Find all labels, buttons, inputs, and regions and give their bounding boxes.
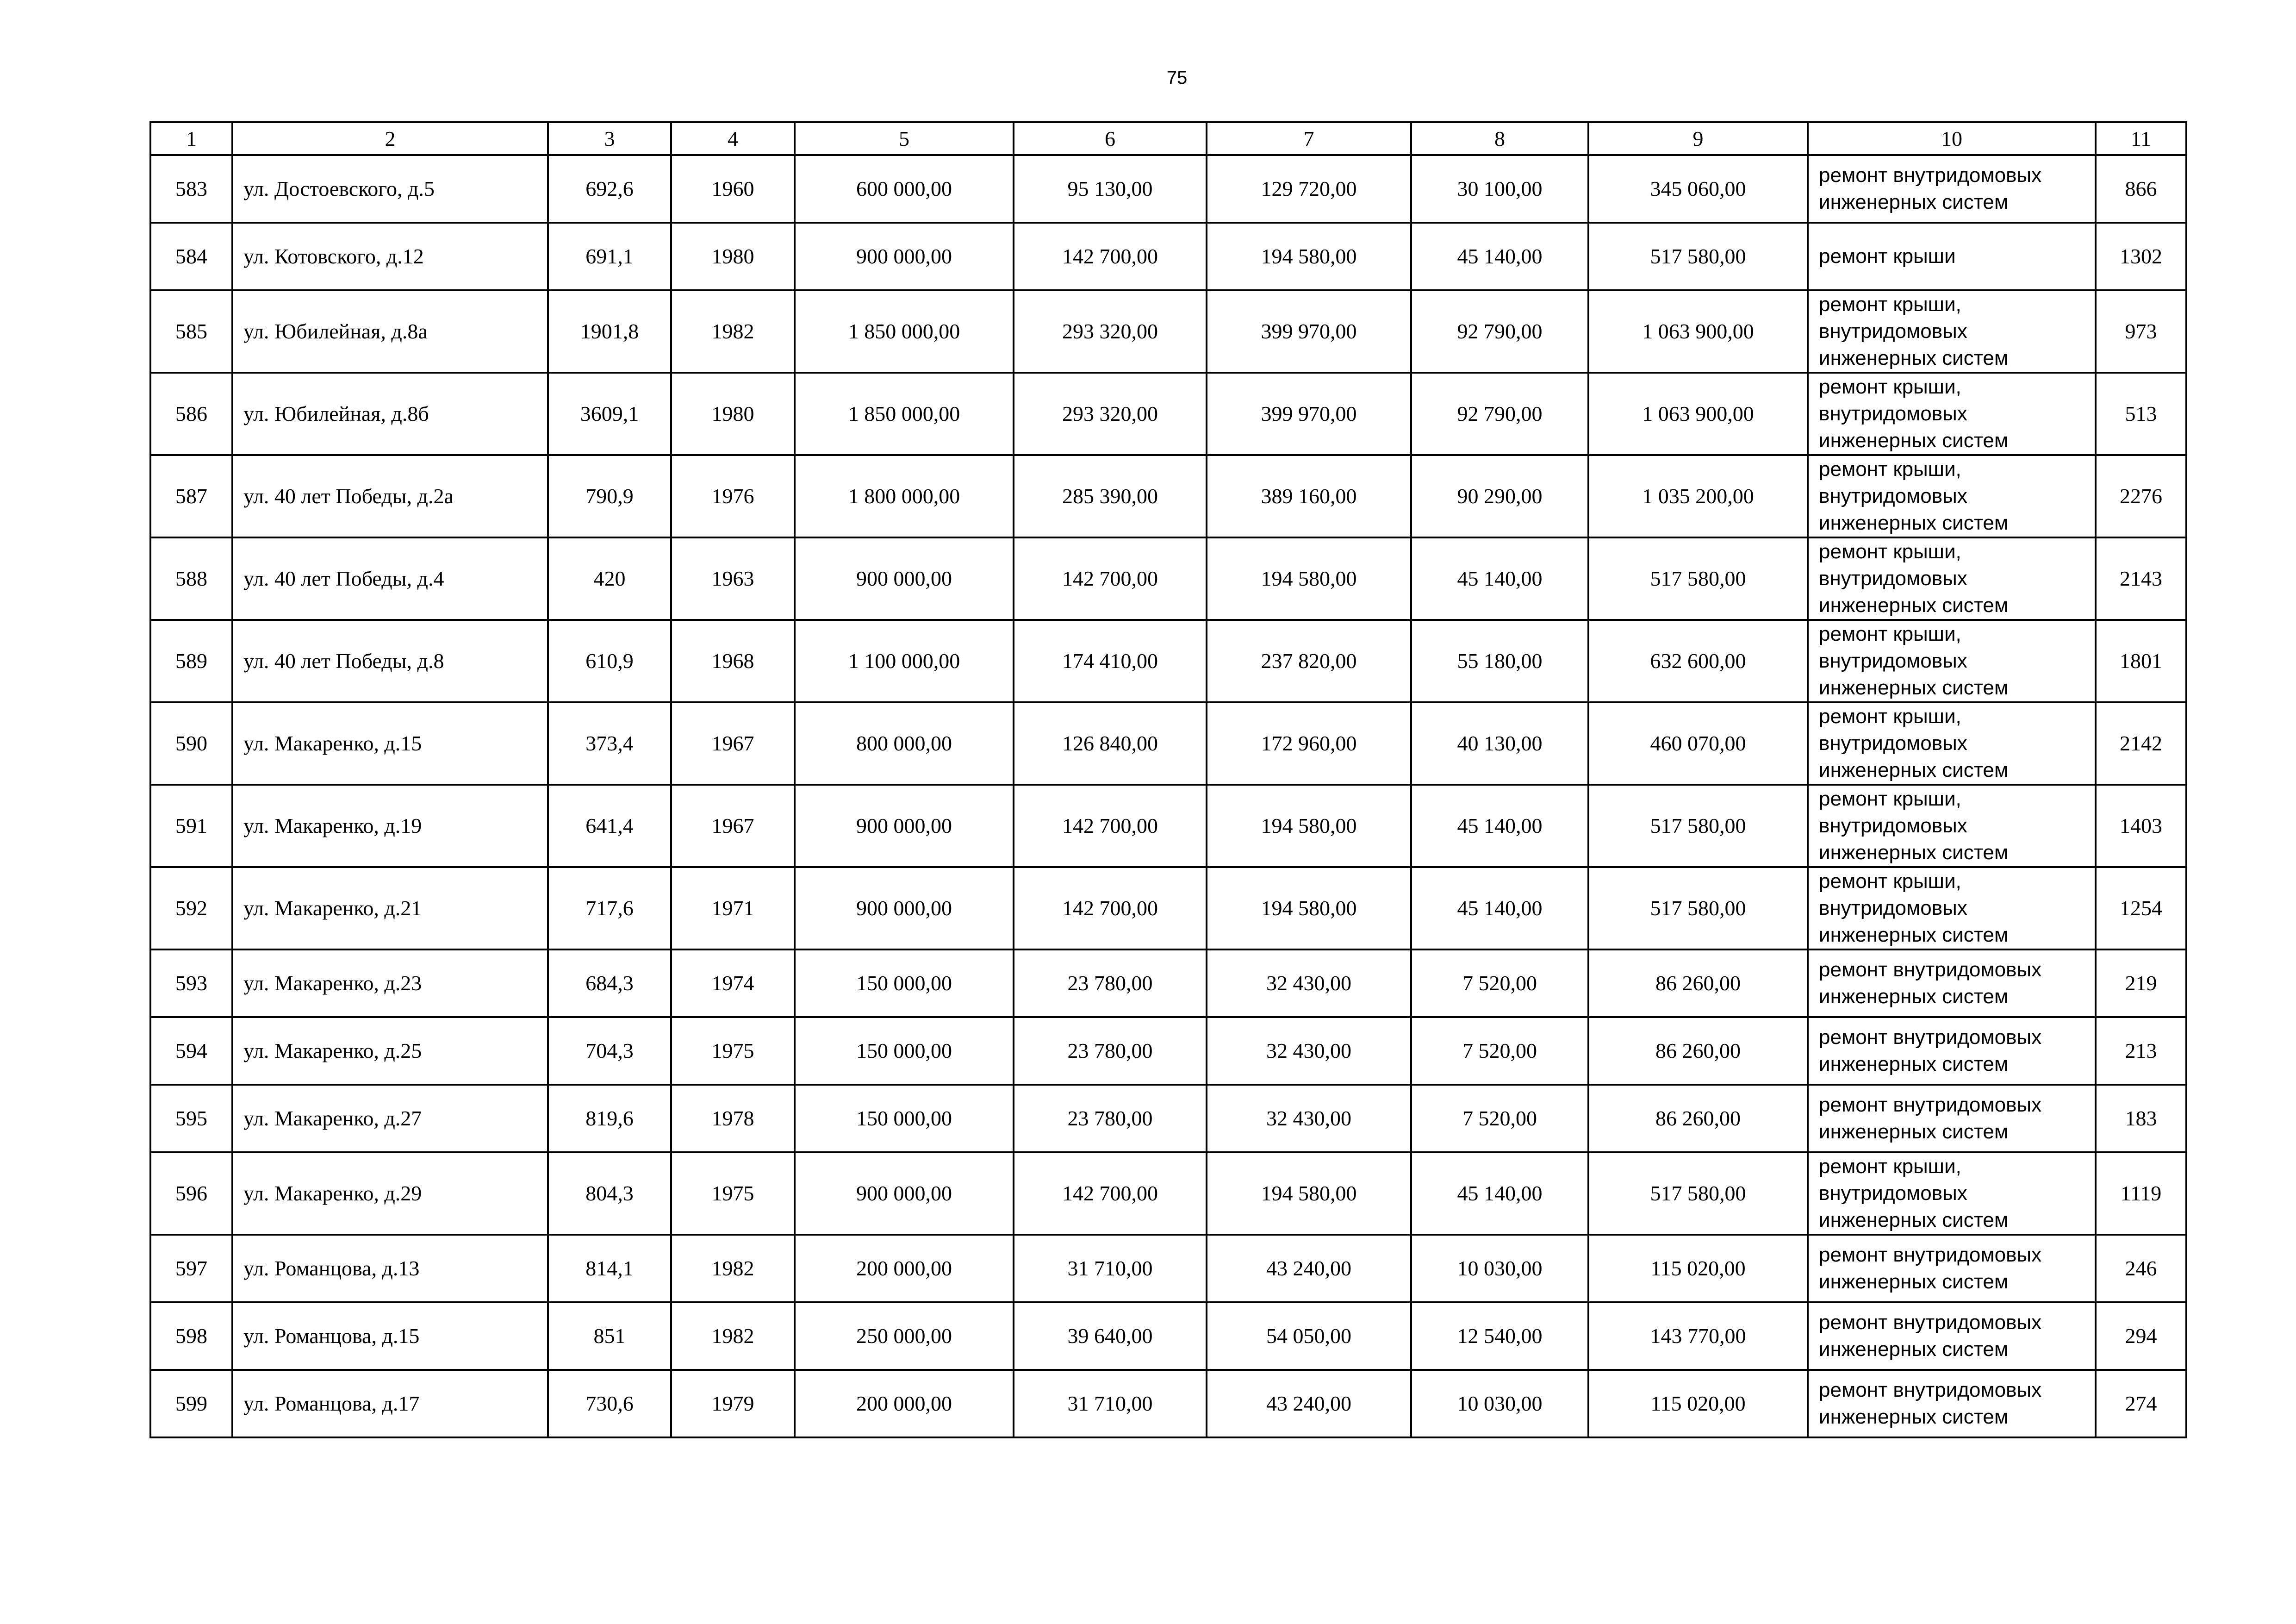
total-cost-cell: 900 000,00 xyxy=(795,1152,1014,1235)
year-cell: 1982 xyxy=(671,290,795,373)
year-cell: 1967 xyxy=(671,785,795,867)
column-header-5: 5 xyxy=(795,122,1014,155)
repair-type-cell: ремонт внутридомовых инженерных систем xyxy=(1808,155,2096,223)
repair-type-cell: ремонт крыши xyxy=(1808,223,2096,290)
cost-col7-cell: 32 430,00 xyxy=(1207,1085,1411,1152)
total-cost-cell: 200 000,00 xyxy=(795,1235,1014,1302)
table-row xyxy=(150,1370,2186,1437)
repair-type-cell: ремонт крыши, внутридомовых инженерных систем xyxy=(1808,785,2096,867)
cost-col8-cell: 7 520,00 xyxy=(1411,1085,1588,1152)
column-header-1: 1 xyxy=(150,122,232,155)
year-cell: 1980 xyxy=(671,373,795,455)
area-cell: 730,6 xyxy=(548,1370,671,1437)
row-number: 588 xyxy=(150,537,232,620)
cost-col7-cell: 389 160,00 xyxy=(1207,455,1411,537)
total-cost-cell: 150 000,00 xyxy=(795,1085,1014,1152)
table-row xyxy=(150,373,2186,455)
cost-col7-cell: 194 580,00 xyxy=(1207,785,1411,867)
area-cell: 717,6 xyxy=(548,867,671,949)
area-cell: 851 xyxy=(548,1302,671,1370)
cost-col6-cell: 142 700,00 xyxy=(1014,785,1207,867)
table-row xyxy=(150,702,2186,785)
cost-col7-cell: 194 580,00 xyxy=(1207,223,1411,290)
col11-cell: 1403 xyxy=(2096,785,2186,867)
housing-repair-table xyxy=(149,121,2187,1438)
table-body xyxy=(150,122,2186,1437)
col11-cell: 2142 xyxy=(2096,702,2186,785)
table-row xyxy=(150,867,2186,949)
cost-col6-cell: 285 390,00 xyxy=(1014,455,1207,537)
address-cell: ул. Романцова, д.13 xyxy=(232,1235,548,1302)
cost-col7-cell: 43 240,00 xyxy=(1207,1370,1411,1437)
col11-cell: 1302 xyxy=(2096,223,2186,290)
row-number: 590 xyxy=(150,702,232,785)
year-cell: 1978 xyxy=(671,1085,795,1152)
year-cell: 1976 xyxy=(671,455,795,537)
cost-col9-cell: 1 063 900,00 xyxy=(1588,290,1808,373)
total-cost-cell: 900 000,00 xyxy=(795,867,1014,949)
table-row xyxy=(150,290,2186,373)
cost-col7-cell: 194 580,00 xyxy=(1207,867,1411,949)
col11-cell: 866 xyxy=(2096,155,2186,223)
cost-col8-cell: 45 140,00 xyxy=(1411,1152,1588,1235)
table-row xyxy=(150,620,2186,702)
col11-cell: 2143 xyxy=(2096,537,2186,620)
cost-col9-cell: 86 260,00 xyxy=(1588,1017,1808,1085)
cost-col6-cell: 23 780,00 xyxy=(1014,1017,1207,1085)
area-cell: 691,1 xyxy=(548,223,671,290)
repair-type-cell: ремонт крыши, внутридомовых инженерных систем xyxy=(1808,867,2096,949)
cost-col8-cell: 45 140,00 xyxy=(1411,785,1588,867)
col11-cell: 274 xyxy=(2096,1370,2186,1437)
cost-col9-cell: 1 035 200,00 xyxy=(1588,455,1808,537)
repair-type-cell: ремонт внутридомовых инженерных систем xyxy=(1808,1017,2096,1085)
column-header-8: 8 xyxy=(1411,122,1588,155)
table-row xyxy=(150,1152,2186,1235)
area-cell: 814,1 xyxy=(548,1235,671,1302)
cost-col9-cell: 632 600,00 xyxy=(1588,620,1808,702)
area-cell: 819,6 xyxy=(548,1085,671,1152)
repair-type-cell: ремонт крыши, внутридомовых инженерных систем xyxy=(1808,290,2096,373)
table-row xyxy=(150,537,2186,620)
cost-col7-cell: 399 970,00 xyxy=(1207,373,1411,455)
address-cell: ул. Макаренко, д.23 xyxy=(232,949,548,1017)
cost-col8-cell: 90 290,00 xyxy=(1411,455,1588,537)
table-row xyxy=(150,155,2186,223)
row-number: 589 xyxy=(150,620,232,702)
column-header-10: 10 xyxy=(1808,122,2096,155)
cost-col8-cell: 45 140,00 xyxy=(1411,867,1588,949)
address-cell: ул. Романцова, д.15 xyxy=(232,1302,548,1370)
repair-type-cell: ремонт крыши, внутридомовых инженерных систем xyxy=(1808,702,2096,785)
cost-col7-cell: 43 240,00 xyxy=(1207,1235,1411,1302)
cost-col8-cell: 45 140,00 xyxy=(1411,223,1588,290)
cost-col7-cell: 32 430,00 xyxy=(1207,949,1411,1017)
address-cell: ул. Достоевского, д.5 xyxy=(232,155,548,223)
repair-type-cell: ремонт внутридомовых инженерных систем xyxy=(1808,1302,2096,1370)
total-cost-cell: 1 800 000,00 xyxy=(795,455,1014,537)
table-row xyxy=(150,949,2186,1017)
area-cell: 692,6 xyxy=(548,155,671,223)
cost-col9-cell: 517 580,00 xyxy=(1588,537,1808,620)
cost-col9-cell: 86 260,00 xyxy=(1588,1085,1808,1152)
total-cost-cell: 150 000,00 xyxy=(795,1017,1014,1085)
column-header-7: 7 xyxy=(1207,122,1411,155)
cost-col8-cell: 7 520,00 xyxy=(1411,949,1588,1017)
table-row xyxy=(150,1302,2186,1370)
total-cost-cell: 200 000,00 xyxy=(795,1370,1014,1437)
cost-col7-cell: 399 970,00 xyxy=(1207,290,1411,373)
area-cell: 1901,8 xyxy=(548,290,671,373)
total-cost-cell: 150 000,00 xyxy=(795,949,1014,1017)
repair-type-cell: ремонт внутридомовых инженерных систем xyxy=(1808,1370,2096,1437)
table-row xyxy=(150,1235,2186,1302)
cost-col9-cell: 86 260,00 xyxy=(1588,949,1808,1017)
address-cell: ул. Макаренко, д.27 xyxy=(232,1085,548,1152)
cost-col6-cell: 126 840,00 xyxy=(1014,702,1207,785)
cost-col8-cell: 55 180,00 xyxy=(1411,620,1588,702)
row-number: 593 xyxy=(150,949,232,1017)
cost-col8-cell: 10 030,00 xyxy=(1411,1235,1588,1302)
cost-col9-cell: 115 020,00 xyxy=(1588,1235,1808,1302)
cost-col9-cell: 517 580,00 xyxy=(1588,223,1808,290)
total-cost-cell: 250 000,00 xyxy=(795,1302,1014,1370)
cost-col8-cell: 92 790,00 xyxy=(1411,373,1588,455)
cost-col6-cell: 31 710,00 xyxy=(1014,1370,1207,1437)
area-cell: 373,4 xyxy=(548,702,671,785)
address-cell: ул. 40 лет Победы, д.2а xyxy=(232,455,548,537)
table-row xyxy=(150,455,2186,537)
total-cost-cell: 900 000,00 xyxy=(795,223,1014,290)
total-cost-cell: 900 000,00 xyxy=(795,537,1014,620)
total-cost-cell: 1 100 000,00 xyxy=(795,620,1014,702)
cost-col8-cell: 92 790,00 xyxy=(1411,290,1588,373)
year-cell: 1974 xyxy=(671,949,795,1017)
cost-col6-cell: 142 700,00 xyxy=(1014,1152,1207,1235)
cost-col6-cell: 31 710,00 xyxy=(1014,1235,1207,1302)
cost-col7-cell: 237 820,00 xyxy=(1207,620,1411,702)
cost-col8-cell: 30 100,00 xyxy=(1411,155,1588,223)
column-header-2: 2 xyxy=(232,122,548,155)
cost-col9-cell: 143 770,00 xyxy=(1588,1302,1808,1370)
address-cell: ул. Макаренко, д.25 xyxy=(232,1017,548,1085)
area-cell: 704,3 xyxy=(548,1017,671,1085)
cost-col6-cell: 23 780,00 xyxy=(1014,949,1207,1017)
col11-cell: 2276 xyxy=(2096,455,2186,537)
cost-col9-cell: 517 580,00 xyxy=(1588,785,1808,867)
repair-type-cell: ремонт внутридомовых инженерных систем xyxy=(1808,1235,2096,1302)
row-number: 586 xyxy=(150,373,232,455)
cost-col9-cell: 517 580,00 xyxy=(1588,1152,1808,1235)
year-cell: 1982 xyxy=(671,1302,795,1370)
cost-col8-cell: 40 130,00 xyxy=(1411,702,1588,785)
table-row xyxy=(150,1017,2186,1085)
address-cell: ул. Юбилейная, д.8а xyxy=(232,290,548,373)
column-header-11: 11 xyxy=(2096,122,2186,155)
address-cell: ул. Котовского, д.12 xyxy=(232,223,548,290)
total-cost-cell: 600 000,00 xyxy=(795,155,1014,223)
cost-col6-cell: 174 410,00 xyxy=(1014,620,1207,702)
address-cell: ул. Макаренко, д.21 xyxy=(232,867,548,949)
row-number: 598 xyxy=(150,1302,232,1370)
address-cell: ул. 40 лет Победы, д.4 xyxy=(232,537,548,620)
address-cell: ул. Юбилейная, д.8б xyxy=(232,373,548,455)
year-cell: 1975 xyxy=(671,1152,795,1235)
column-header-9: 9 xyxy=(1588,122,1808,155)
col11-cell: 1801 xyxy=(2096,620,2186,702)
year-cell: 1982 xyxy=(671,1235,795,1302)
row-number: 599 xyxy=(150,1370,232,1437)
total-cost-cell: 900 000,00 xyxy=(795,785,1014,867)
repair-type-cell: ремонт внутридомовых инженерных систем xyxy=(1808,1085,2096,1152)
area-cell: 610,9 xyxy=(548,620,671,702)
address-cell: ул. Макаренко, д.29 xyxy=(232,1152,548,1235)
row-number: 592 xyxy=(150,867,232,949)
year-cell: 1967 xyxy=(671,702,795,785)
address-cell: ул. Макаренко, д.15 xyxy=(232,702,548,785)
cost-col9-cell: 345 060,00 xyxy=(1588,155,1808,223)
column-header-6: 6 xyxy=(1014,122,1207,155)
col11-cell: 183 xyxy=(2096,1085,2186,1152)
cost-col7-cell: 172 960,00 xyxy=(1207,702,1411,785)
col11-cell: 973 xyxy=(2096,290,2186,373)
table-row xyxy=(150,1085,2186,1152)
table-row xyxy=(150,223,2186,290)
table-row xyxy=(150,785,2186,867)
repair-type-cell: ремонт крыши, внутридомовых инженерных систем xyxy=(1808,1152,2096,1235)
column-number-header-row xyxy=(150,122,2186,155)
cost-col6-cell: 142 700,00 xyxy=(1014,867,1207,949)
address-cell: ул. Макаренко, д.19 xyxy=(232,785,548,867)
total-cost-cell: 1 850 000,00 xyxy=(795,373,1014,455)
cost-col8-cell: 7 520,00 xyxy=(1411,1017,1588,1085)
cost-col7-cell: 194 580,00 xyxy=(1207,537,1411,620)
total-cost-cell: 1 850 000,00 xyxy=(795,290,1014,373)
col11-cell: 213 xyxy=(2096,1017,2186,1085)
column-header-4: 4 xyxy=(671,122,795,155)
total-cost-cell: 800 000,00 xyxy=(795,702,1014,785)
col11-cell: 513 xyxy=(2096,373,2186,455)
col11-cell: 1254 xyxy=(2096,867,2186,949)
col11-cell: 246 xyxy=(2096,1235,2186,1302)
cost-col7-cell: 194 580,00 xyxy=(1207,1152,1411,1235)
cost-col9-cell: 460 070,00 xyxy=(1588,702,1808,785)
row-number: 595 xyxy=(150,1085,232,1152)
cost-col6-cell: 293 320,00 xyxy=(1014,290,1207,373)
page-number: 75 xyxy=(1166,68,1188,88)
area-cell: 641,4 xyxy=(548,785,671,867)
cost-col6-cell: 293 320,00 xyxy=(1014,373,1207,455)
row-number: 596 xyxy=(150,1152,232,1235)
cost-col8-cell: 10 030,00 xyxy=(1411,1370,1588,1437)
col11-cell: 1119 xyxy=(2096,1152,2186,1235)
cost-col6-cell: 39 640,00 xyxy=(1014,1302,1207,1370)
row-number: 585 xyxy=(150,290,232,373)
row-number: 587 xyxy=(150,455,232,537)
row-number: 591 xyxy=(150,785,232,867)
area-cell: 3609,1 xyxy=(548,373,671,455)
cost-col8-cell: 12 540,00 xyxy=(1411,1302,1588,1370)
address-cell: ул. 40 лет Победы, д.8 xyxy=(232,620,548,702)
cost-col9-cell: 1 063 900,00 xyxy=(1588,373,1808,455)
year-cell: 1979 xyxy=(671,1370,795,1437)
address-cell: ул. Романцова, д.17 xyxy=(232,1370,548,1437)
cost-col9-cell: 115 020,00 xyxy=(1588,1370,1808,1437)
year-cell: 1963 xyxy=(671,537,795,620)
repair-type-cell: ремонт крыши, внутридомовых инженерных систем xyxy=(1808,537,2096,620)
year-cell: 1960 xyxy=(671,155,795,223)
row-number: 584 xyxy=(150,223,232,290)
col11-cell: 294 xyxy=(2096,1302,2186,1370)
cost-col6-cell: 95 130,00 xyxy=(1014,155,1207,223)
cost-col7-cell: 54 050,00 xyxy=(1207,1302,1411,1370)
cost-col6-cell: 23 780,00 xyxy=(1014,1085,1207,1152)
area-cell: 790,9 xyxy=(548,455,671,537)
year-cell: 1975 xyxy=(671,1017,795,1085)
area-cell: 684,3 xyxy=(548,949,671,1017)
cost-col8-cell: 45 140,00 xyxy=(1411,537,1588,620)
repair-type-cell: ремонт крыши, внутридомовых инженерных систем xyxy=(1808,373,2096,455)
repair-type-cell: ремонт крыши, внутридомовых инженерных систем xyxy=(1808,620,2096,702)
repair-type-cell: ремонт крыши, внутридомовых инженерных систем xyxy=(1808,455,2096,537)
year-cell: 1980 xyxy=(671,223,795,290)
area-cell: 420 xyxy=(548,537,671,620)
cost-col6-cell: 142 700,00 xyxy=(1014,537,1207,620)
col11-cell: 219 xyxy=(2096,949,2186,1017)
column-header-3: 3 xyxy=(548,122,671,155)
cost-col7-cell: 129 720,00 xyxy=(1207,155,1411,223)
row-number: 594 xyxy=(150,1017,232,1085)
repair-type-cell: ремонт внутридомовых инженерных систем xyxy=(1808,949,2096,1017)
cost-col9-cell: 517 580,00 xyxy=(1588,867,1808,949)
row-number: 583 xyxy=(150,155,232,223)
area-cell: 804,3 xyxy=(548,1152,671,1235)
row-number: 597 xyxy=(150,1235,232,1302)
year-cell: 1968 xyxy=(671,620,795,702)
cost-col6-cell: 142 700,00 xyxy=(1014,223,1207,290)
cost-col7-cell: 32 430,00 xyxy=(1207,1017,1411,1085)
year-cell: 1971 xyxy=(671,867,795,949)
